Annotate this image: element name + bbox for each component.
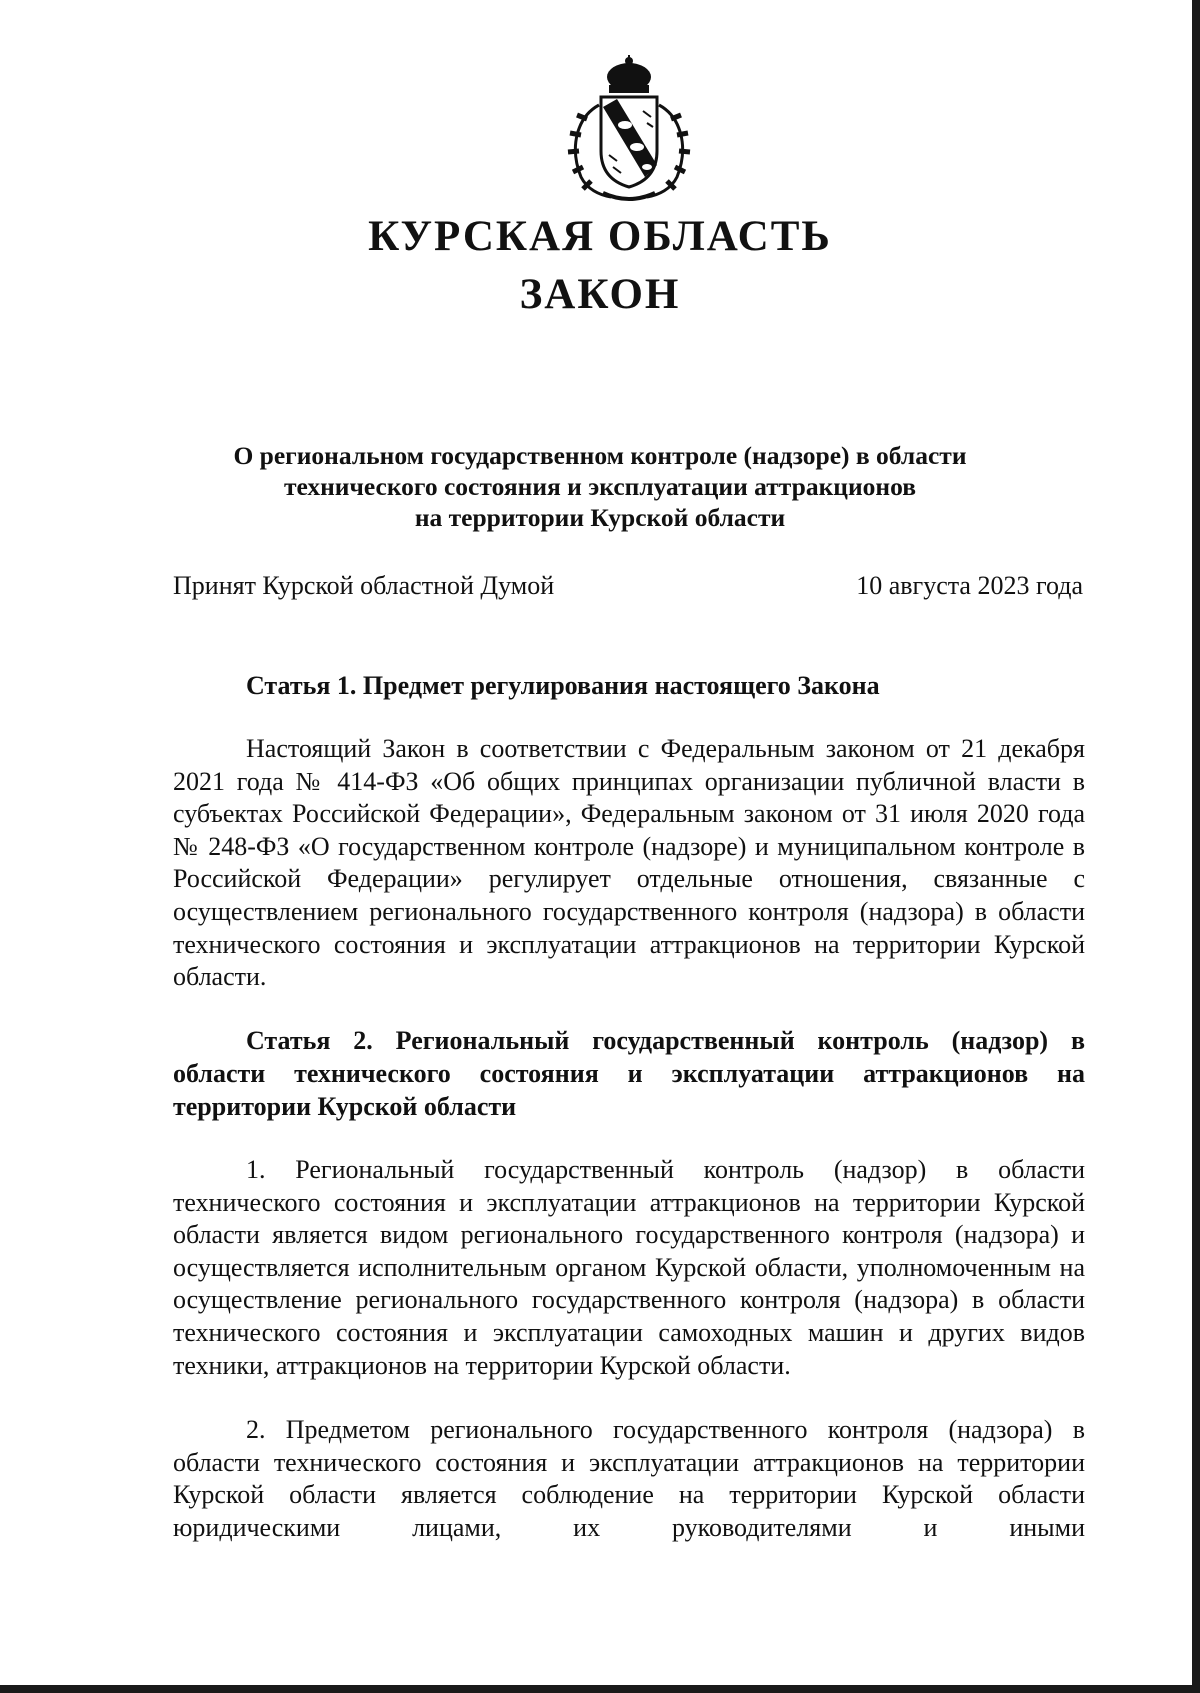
scan-border-bottom xyxy=(0,1685,1200,1693)
article-2-paragraph-1: 1. Региональный государственный контроль (надзор) в области технического состояния и эксплуатации аттракционов на территории Курской области является видом регионального государственного контроля (надзора) и осуществляется исполнительным органом Курской области, уполномоченным на осуществление регионального государственного контроля (надзора) в области технического состояния и эксплуатации самоходных машин и других видов техники, аттракционов на территории Курской области. xyxy=(173,1155,1085,1380)
law-title xyxy=(170,440,1030,533)
law-title-line: технического состояния и эксплуатации аттракционов xyxy=(284,472,916,501)
article-2-paragraph-2: 2. Предметом регионального государственного контроля (надзора) в области технического состояния и эксплуатации аттракционов на территории Курской области является соблюдение на территории Курской области юридическими лицами, их руководителями и иными xyxy=(173,1415,1085,1542)
adopted-by: Принят Курской областной Думой xyxy=(173,571,555,600)
article-2-title: Статья 2. Региональный государственный контроль (надзор) в области технического состояния и эксплуатации аттракционов на территории Курской области xyxy=(173,1026,1085,1121)
region-name: КУРСКАЯ ОБЛАСТЬ xyxy=(368,213,832,260)
coat-of-arms-icon xyxy=(558,55,700,203)
document-type: ЗАКОН xyxy=(519,271,681,318)
article-1-title: Статья 1. Предмет регулирования настоящего Закона xyxy=(246,671,880,700)
adoption-date: 10 августа 2023 года xyxy=(856,571,1083,600)
law-title-line: О региональном государственном контроле (надзоре) в области xyxy=(233,441,967,470)
law-title-line: на территории Курской области xyxy=(414,503,786,532)
article-1-text: Настоящий Закон в соответствии с Федеральным законом от 21 декабря 2021 года № 414-ФЗ «Об общих принципах организации публичной власти в субъектах Российской Федерации», Федеральным законом от 31 июля 2020 года № 248-ФЗ «О государственном контроле (надзоре) и муниципальном контроле в Российской Федерации» регулирует отдельные отношения, связанные с осуществлением регионального государственного контроля (надзора) в области технического состояния и эксплуатации аттракционов на территории Курской области. xyxy=(173,734,1085,992)
